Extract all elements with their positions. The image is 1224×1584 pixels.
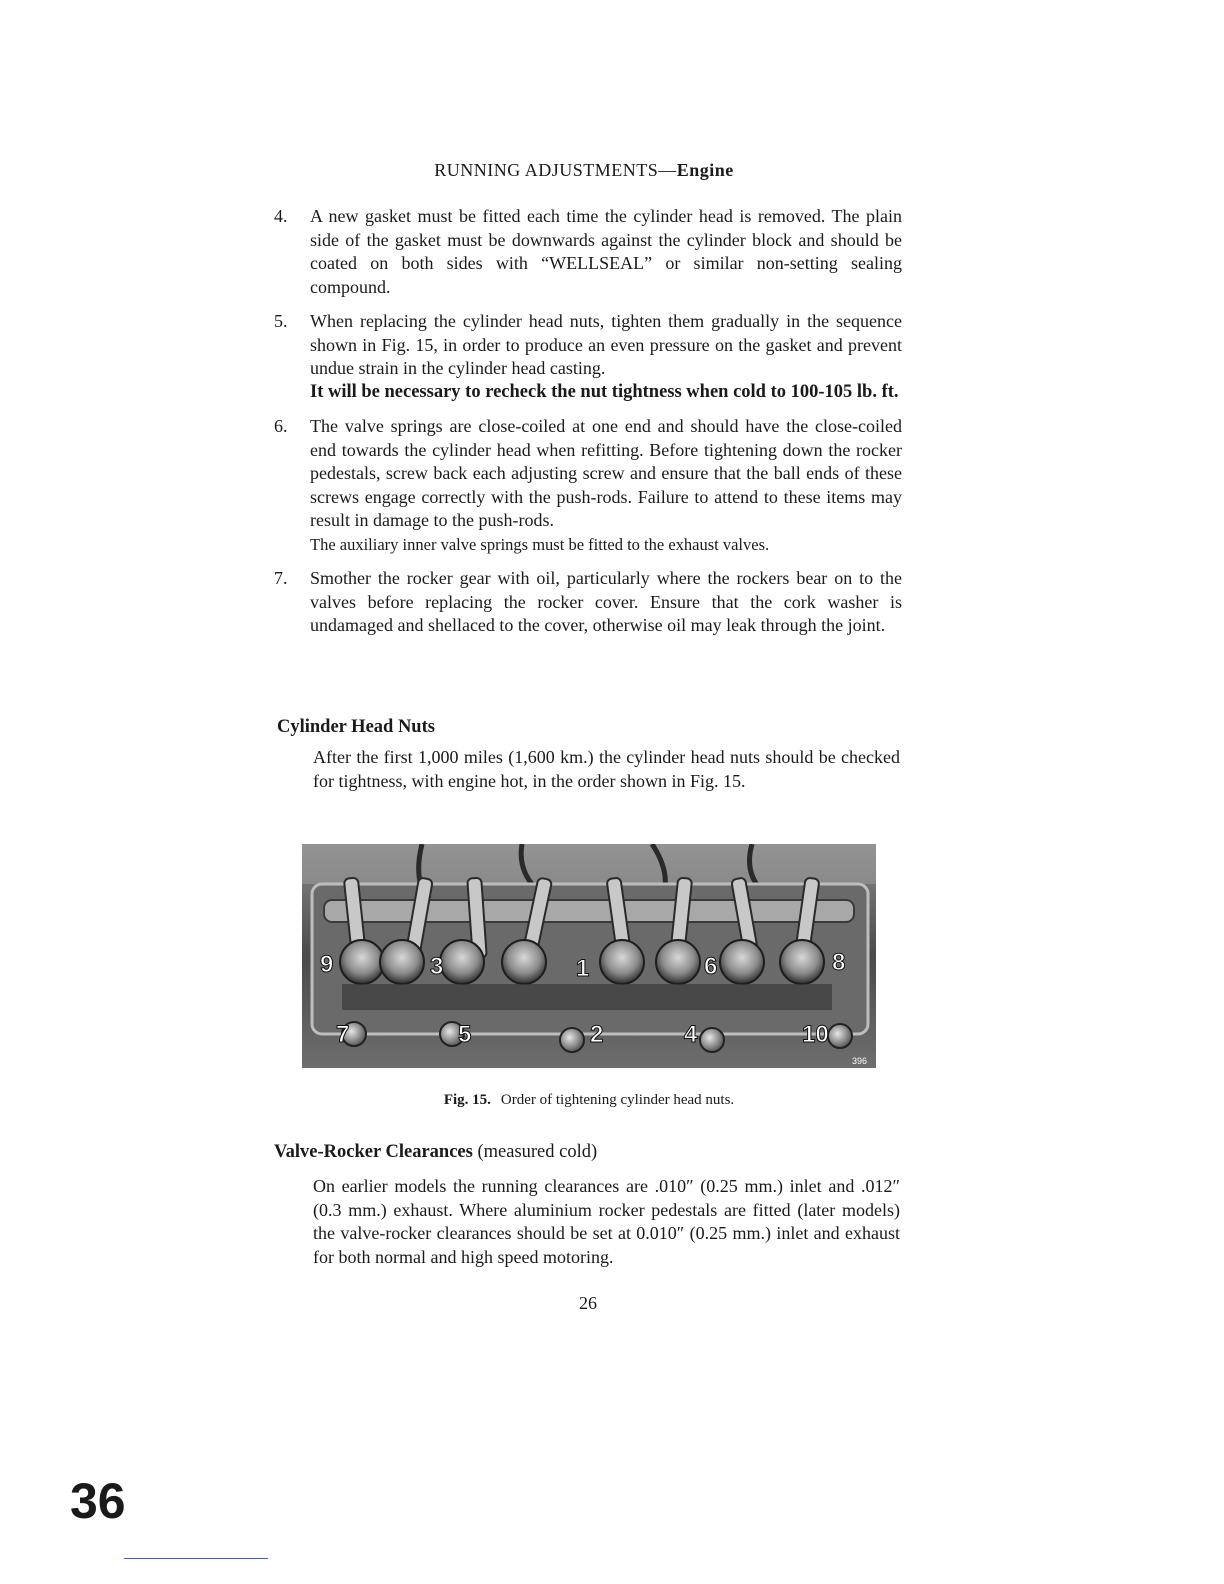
nut-label-5: 5 <box>458 1021 472 1048</box>
cylinder-head-nuts-text: After the first 1,000 miles (1,600 km.) the cylinder head nuts should be checked for tightness, with engine hot, in the order shown in Fig. 15. <box>313 747 900 791</box>
photo-stamp: 396 <box>852 1056 868 1066</box>
figure-label: Fig. 15. <box>443 1092 491 1108</box>
cylinder-head-photo <box>302 844 876 1068</box>
item-warning: It will be necessary to recheck the nut tightness when cold to 100-105 lb. ft. <box>310 381 899 402</box>
nut-label-1: 1 <box>576 955 590 982</box>
list-item-4 <box>270 205 902 299</box>
item-text: A new gasket must be fitted each time the cylinder head is removed. The plain side of the gasket must be downwards against the cylinder block and should be coated on both sides with “WELLSEAL” or similar non-setting sealing compound. <box>310 206 902 297</box>
item-note: The auxiliary inner valve springs must be fitted to the exhaust valves. <box>310 534 770 554</box>
nut-label-7: 7 <box>336 1021 350 1048</box>
nut-label-2: 2 <box>590 1021 604 1048</box>
cylinder-head-nuts-heading: Cylinder Head Nuts <box>277 717 435 737</box>
figure-caption-text: Order of tightening cylinder head nuts. <box>500 1092 735 1108</box>
list-item-5 <box>270 310 902 404</box>
header-subtitle: Engine <box>676 160 734 180</box>
nut-label-8: 8 <box>832 949 846 976</box>
valve-rocker-title: Valve-Rocker Clearances <box>274 1142 473 1162</box>
item-text: When replacing the cylinder head nuts, tighten them gradually in the sequence shown in Fig. 15, in order to produce an even pressure on the gasket and prevent undue strain in the cylinder head casting. <box>310 311 902 378</box>
nut-label-10: 10 <box>802 1021 829 1048</box>
nut-label-4: 4 <box>684 1021 698 1048</box>
item-number: 6. <box>274 416 288 436</box>
nut-label-3: 3 <box>430 953 444 980</box>
header-title: RUNNING ADJUSTMENTS— <box>434 160 677 180</box>
nut-label-9: 9 <box>320 951 334 978</box>
item-text: Smother the rocker gear with oil, particularly where the rockers bear on to the valves before replacing the rocker cover. Ensure that the cork washer is undamaged and shellaced to the cover, otherwise oil may leak through the joint. <box>310 568 902 635</box>
page-number: 26 <box>579 1293 597 1313</box>
bottom-rule <box>124 1558 268 1559</box>
figure-caption <box>0 1092 1178 1109</box>
nut-label-6: 6 <box>704 953 718 980</box>
item-number: 7. <box>274 568 288 588</box>
cylinder-head-illustration <box>302 844 876 1068</box>
list-item-6 <box>270 415 902 556</box>
valve-rocker-heading <box>274 1142 597 1163</box>
instruction-list <box>270 205 902 649</box>
valve-rocker-title-note: (measured cold) <box>477 1142 598 1162</box>
item-number: 5. <box>274 311 288 331</box>
sheet-number: 36 <box>70 1473 126 1529</box>
page-header <box>0 160 1168 181</box>
list-item-7 <box>270 567 902 638</box>
item-text: The valve springs are close-coiled at one end and should have the close-coiled end towards the cylinder head when refitting. Before tightening down the rocker pedestals, screw back each adjusting screw and ensure that the ball ends of these screws engage correctly with the push-rods. Failure to attend to these items may result in damage to the push-rods. <box>310 416 902 530</box>
item-number: 4. <box>274 206 288 226</box>
valve-rocker-text: On earlier models the running clearances are .010″ (0.25 mm.) inlet and .012″ (0.3 mm.) exhaust. Where aluminium rocker pedestals are fitted (later models) the valve-rocker clearances should be set at 0.010″ (0.25 mm.) inlet and exhaust for both normal and high speed motoring. <box>313 1176 900 1267</box>
